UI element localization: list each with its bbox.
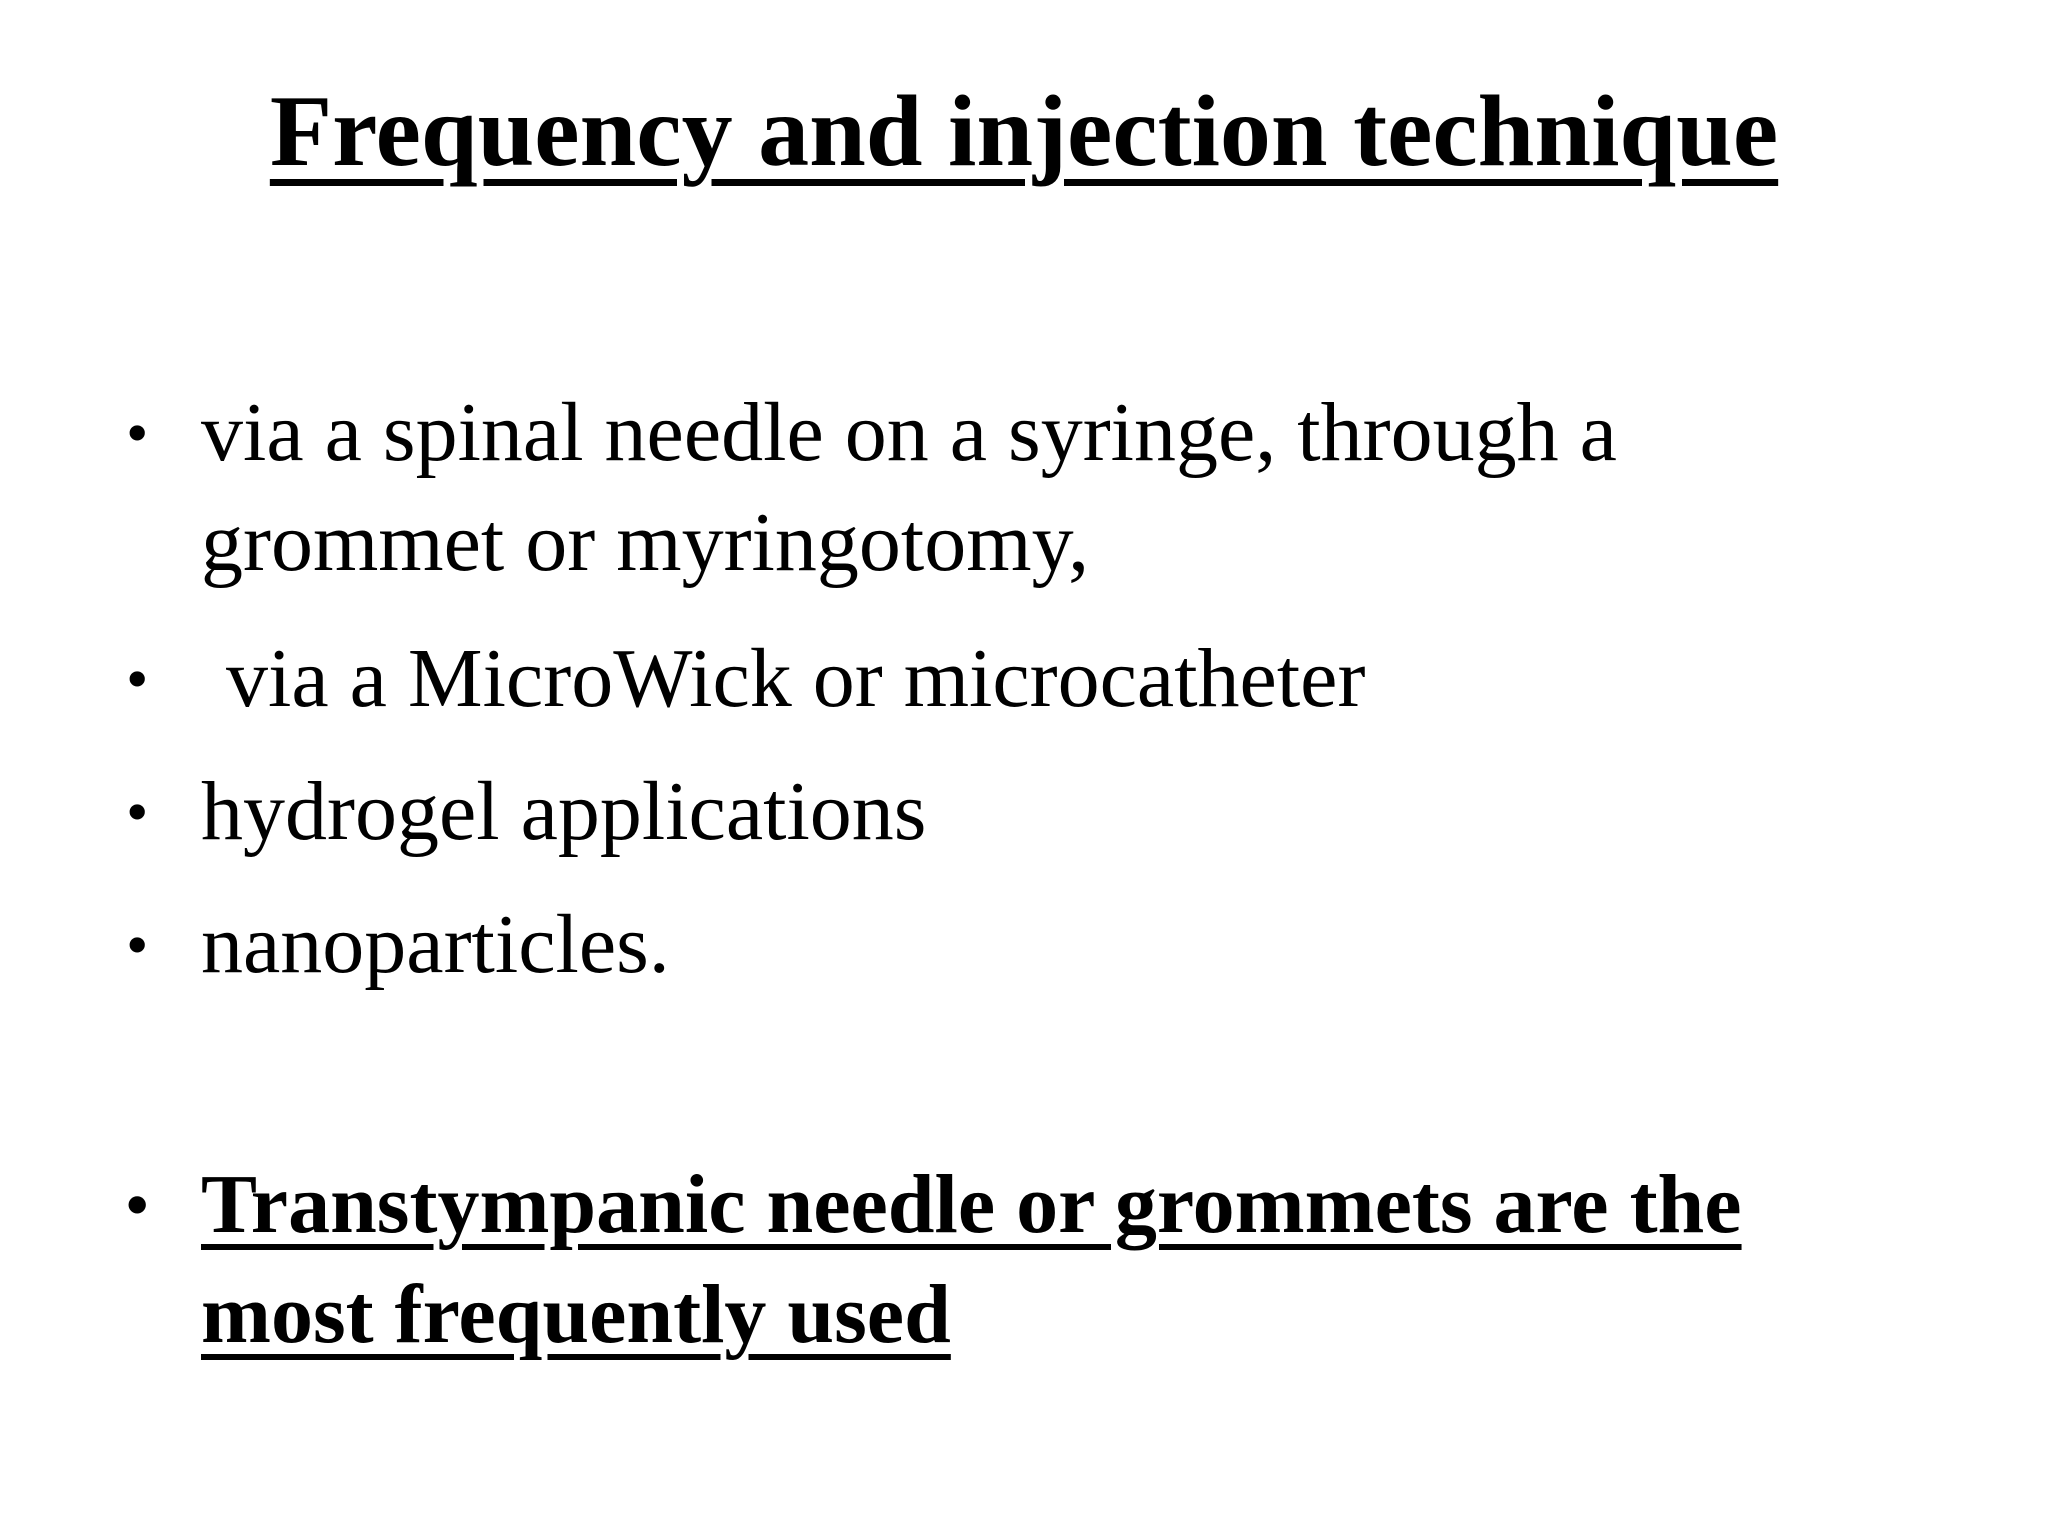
bullet-item: [126, 378, 1906, 598]
bullet-text: hydrogel applications: [201, 765, 927, 858]
bullet-dot-icon: •: [126, 397, 149, 468]
bullet-text-emphasis: Transtympanic needle or grommets are the most frequently used: [201, 1158, 1742, 1361]
slide-title: Frequency and injection technique: [269, 75, 1779, 188]
bullet-text: via a MicroWick or microcatheter: [226, 632, 1366, 725]
bullet-dot-icon: •: [126, 909, 149, 980]
bullet-dot-icon: •: [126, 776, 149, 847]
bullet-text: via a spinal needle on a syringe, through a grommet or myringotomy,: [201, 386, 1617, 589]
bullet-item: [126, 624, 1906, 734]
bullet-dot-icon: •: [126, 643, 149, 714]
bullet-item: [126, 890, 1906, 1000]
bullet-item-emphasis: [126, 1150, 1906, 1370]
bullet-item: [126, 757, 1906, 867]
bullet-text: nanoparticles.: [201, 898, 670, 991]
bullet-dot-icon: •: [126, 1169, 149, 1240]
